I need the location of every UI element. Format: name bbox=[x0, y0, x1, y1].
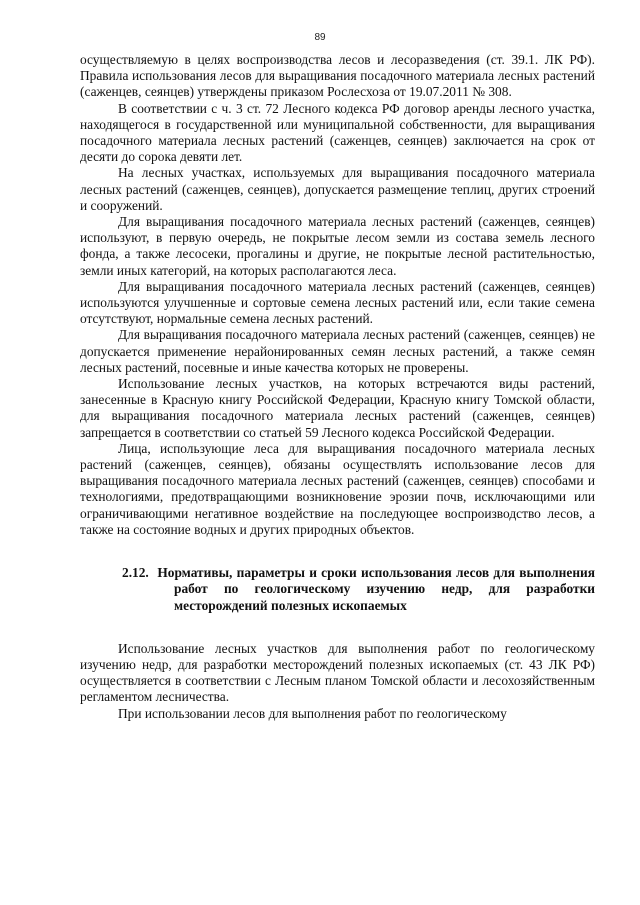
paragraph-continuation: осуществляемую в целях воспроизводства лесов и лесоразведения (ст. 39.1. ЛК РФ). Правила использования лесов для выращивания посадочного материала лесных растений (саженцев, сеянцев) утверждены приказом Рослесхоза от 19.07.2011 № 308. bbox=[80, 52, 595, 100]
section-heading: 2.12. Нормативы, параметры и сроки использования лесов для выполнения работ по геологическому изучению недр, для разработки месторождений полезных ископаемых bbox=[122, 565, 595, 613]
paragraph-seeds: Для выращивания посадочного материала лесных растений (саженцев, сеянцев) используются улучшенные и сортовые семена лесных растений или, если такие семена отсутствуют, нормальные семена лесных растений. bbox=[80, 278, 595, 327]
paragraph-non-zoned-seeds: Для выращивания посадочного материала лесных растений (саженцев, сеянцев) не допускается применение нерайонированных семян лесных растений, а также семян лесных растений, посевные и иные качества которых не проверены. bbox=[80, 327, 595, 375]
paragraph-land-use: Для выращивания посадочного материала лесных растений (саженцев, сеянцев) используют, в первую очередь, не покрытые лесом земли из состава земель лесного фонда, а также лесосеки, прогалины и другие, не покрытые лесной растительностью, земли иных категорий, на которых располагаются леса. bbox=[80, 214, 595, 278]
page-number: 89 bbox=[314, 32, 326, 43]
paragraph-greenhouses: На лесных участках, используемых для выращивания посадочного материала лесных растений (саженцев, сеянцев), допускается размещение теплиц, других строений и сооружений. bbox=[80, 165, 595, 213]
page-body bbox=[80, 52, 595, 722]
section-paragraph-geology: Использование лесных участков для выполнения работ по геологическому изучению недр, для разработки месторождений полезных ископаемых (ст. 43 ЛК РФ) осуществляется в соответствии с Лесным планом Томской области и лесохозяйственным регламентом лесничества. bbox=[80, 640, 595, 705]
section-paragraph-continued: При использовании лесов для выполнения работ по геологическому bbox=[118, 705, 507, 721]
paragraph-red-book: Использование лесных участков, на которых встречаются виды растений, занесенные в Красную книгу Российской Федерации, Красную книгу Томской области, для выращивания посадочного материала лесных растений (саженцев, сеянцев) запрещается в соответствии со статьей 59 Лесного кодекса Российской Федерации. bbox=[80, 376, 595, 440]
paragraph-obligations: Лица, использующие леса для выращивания посадочного материала лесных растений (саженцев, сеянцев), обязаны осуществлять использование лесов для выращивания посадочного материала лесных растений (саженцев, сеянцев) способами и технологиями, предотвращающими возникновение эрозии почв, исключающими или ограничивающими негативное воздействие на последующее воспроизводство лесов, а также на состояние водных и других природных объектов. bbox=[80, 440, 595, 537]
paragraph-lease-term: В соответствии с ч. 3 ст. 72 Лесного кодекса РФ договор аренды лесного участка, находящегося в государственной или муниципальной собственности, для выращивания посадочного материала лесных растений (саженцев, сеянцев) заключается на срок от десяти до сорока девяти лет. bbox=[80, 100, 595, 165]
